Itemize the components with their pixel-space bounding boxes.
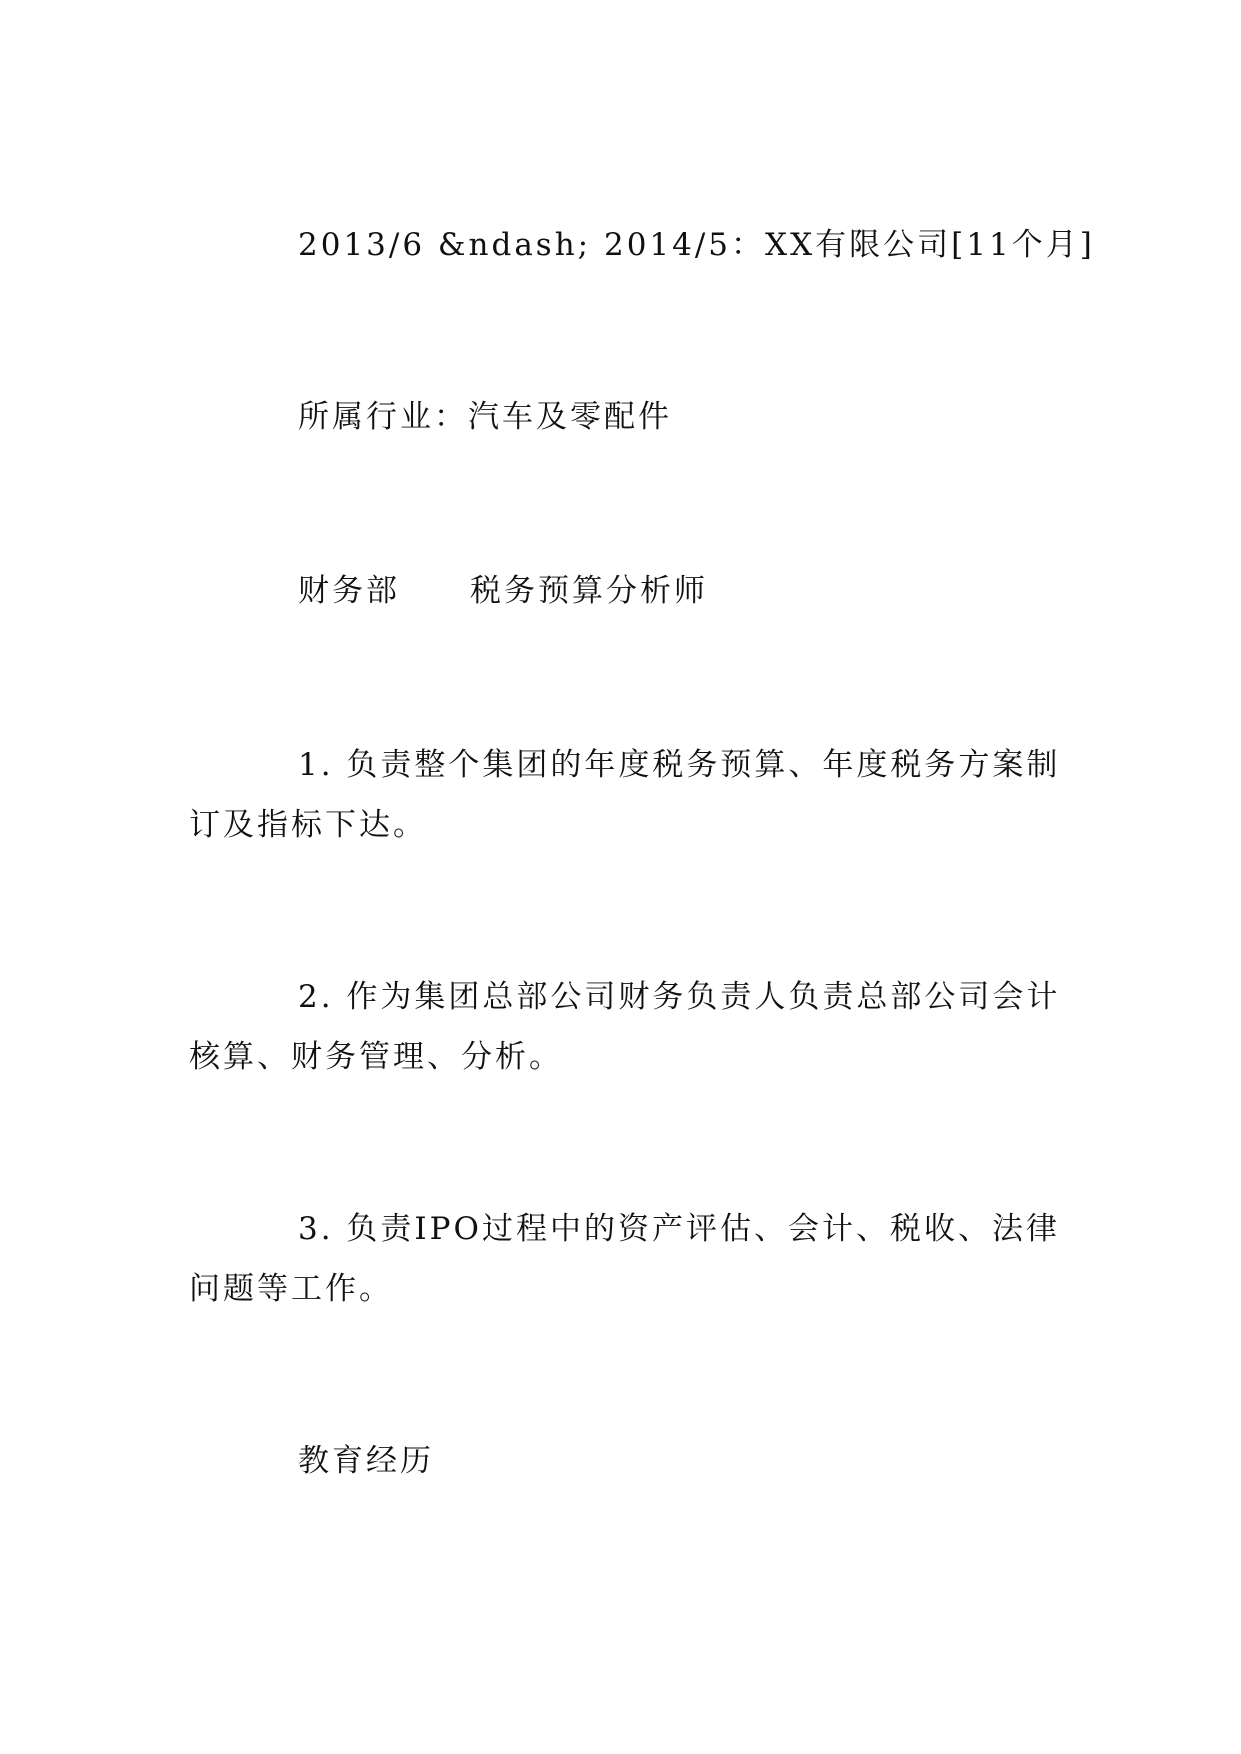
industry-line: 所属行业：汽车及零配件 [298,399,672,435]
duty-item-1-line-2: 订及指标下达。 [189,807,427,843]
duty-item-3-line-2: 问题等工作。 [189,1271,393,1307]
duty-item-1-line-1: 1. 负责整个集团的年度税务预算、年度税务方案制 [298,747,1061,783]
duty-item-2-line-2: 核算、财务管理、分析。 [189,1039,563,1075]
department-text: 财务部 [298,573,400,609]
education-section-heading: 教育经历 [298,1443,434,1479]
department-position-line [298,562,708,620]
employment-dates-line: 2013/6 &ndash; 2014/5：XX有限公司[11个月] [298,227,1095,263]
duty-item-2-line-1: 2. 作为集团总部公司财务负责人负责总部公司会计 [298,979,1061,1015]
duty-item-3-line-1: 3. 负责IPO过程中的资产评估、会计、税收、法律 [298,1211,1060,1247]
position-text: 税务预算分析师 [470,573,708,609]
